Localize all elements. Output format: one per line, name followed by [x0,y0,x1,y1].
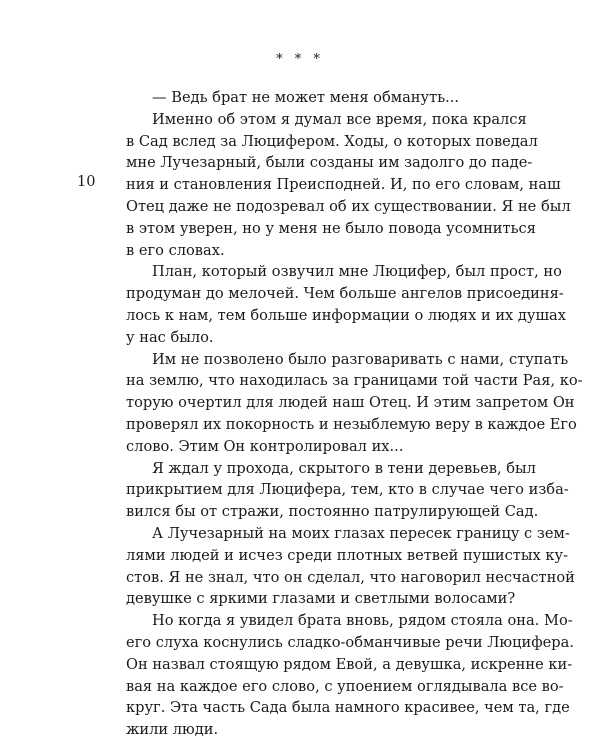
text-line: вился бы от стражи, постоянно патрулирующей Сад. [126,503,539,521]
text-line: на землю, что находилась за границами той части Рая, ко- [126,372,583,390]
text-line: жили люди. [126,721,219,739]
text-line: прикрытием для Люцифера, тем, кто в случае чего изба- [126,481,569,499]
text-line: у нас было. [126,328,214,346]
text-line: продуман до мелочей. Чем больше ангелов присоединя- [126,285,564,303]
section-break-asterisks: * * * [276,52,324,67]
text-line: его слуха коснулись сладко-обманчивые речи Люцифера. [126,633,574,651]
text-line: Я ждал у прохода, скрытого в тени деревьев, был [152,459,536,477]
text-line: торую очертил для людей наш Отец. И этим запретом Он [126,394,575,412]
text-line: проверял их покорность и незыблемую веру в каждое Его [126,415,577,433]
text-line: лями людей и исчез среди плотных ветвей пушистых ку- [126,546,569,564]
text-line: Он назвал стоящую рядом Евой, а девушка, искренне ки- [126,655,573,673]
text-line: Отец даже не подозревал об их существовании. Я не был [126,197,571,215]
text-line: лось к нам, тем больше информации о людях и их душах [126,306,566,324]
text-line: стов. Я не знал, что он сделал, что наговорил несчастной [126,568,575,586]
text-line: План, который озвучил мне Люцифер, был прост, но [152,263,562,281]
text-line: девушке с яркими глазами и светлыми волосами? [126,590,516,608]
line-number: 10 [77,173,96,190]
text-line: Именно об этом я думал все время, пока крался [152,110,527,128]
text-line: А Лучезарный на моих глазах пересек границу с зем- [152,524,570,542]
body-text [126,87,583,741]
text-line: ния и становления Преисподней. И, по его словам, наш [126,176,561,194]
text-line: в Сад вслед за Люцифером. Ходы, о которых поведал [126,132,538,150]
text-line: слово. Этим Он контролировал их... [126,437,404,455]
text-line: вая на каждое его слово, с упоением оглядывала все во- [126,677,564,695]
text-line: Им не позволено было разговаривать с нами, ступать [152,350,569,368]
text-line: — Ведь брат не может меня обмануть... [152,89,460,106]
text-line: в этом уверен, но у меня не было повода усомниться [126,219,536,237]
text-line: круг. Эта часть Сада была намного красивее, чем та, где [126,699,570,717]
text-line: мне Лучезарный, были созданы им задолго до паде- [126,154,533,172]
text-line: Но когда я увидел брата вновь, рядом стояла она. Мо- [152,612,573,630]
text-line: в его словах. [126,241,225,259]
